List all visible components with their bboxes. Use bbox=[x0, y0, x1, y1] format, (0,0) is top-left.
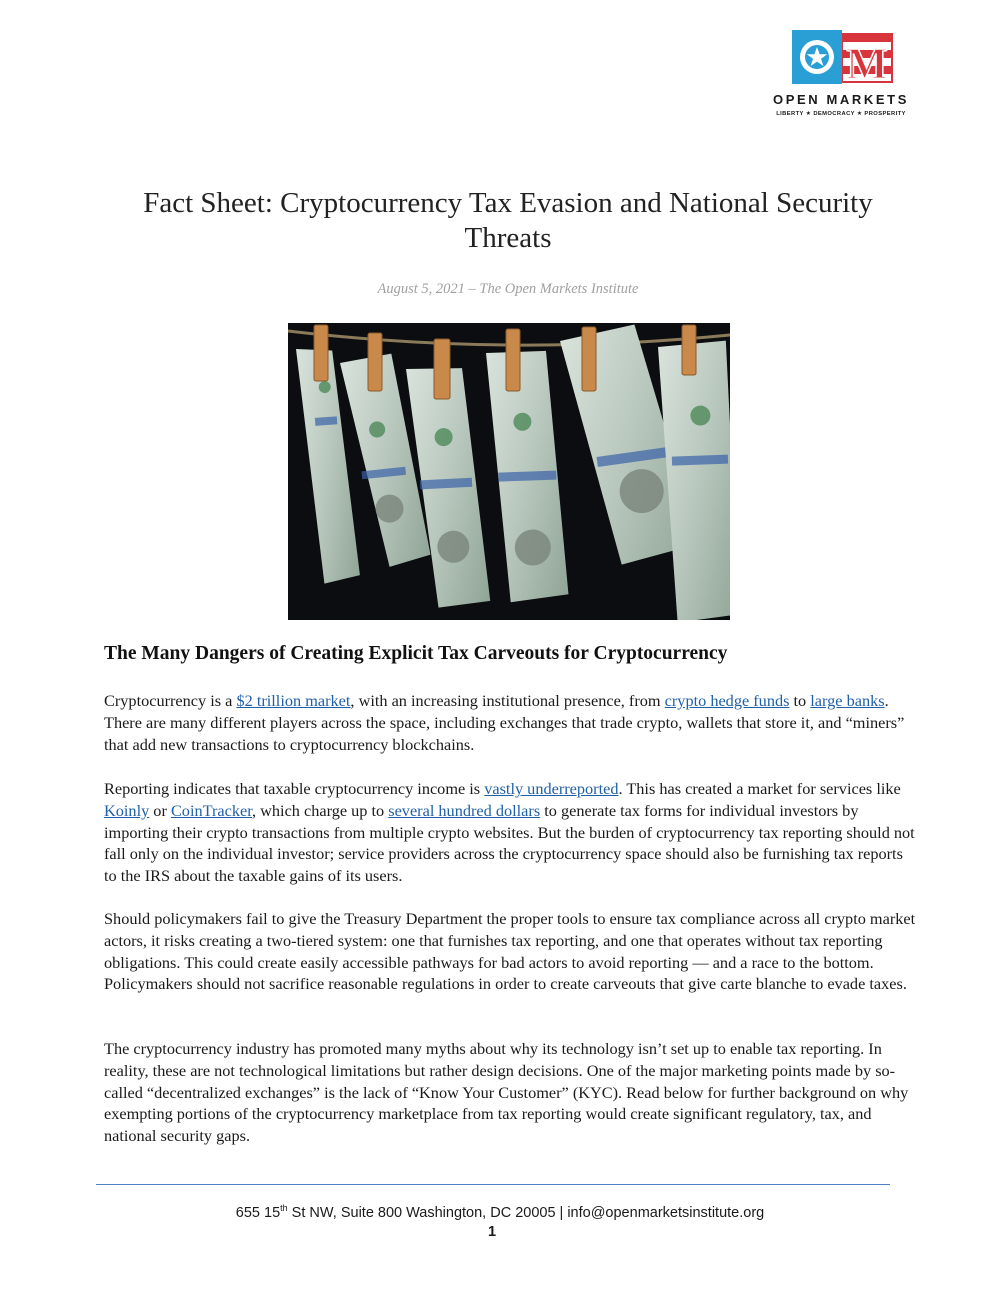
paragraph-industry-myths: The cryptocurrency industry has promoted many myths about why its technology isn’t set up to enable tax reporting. In reality, these are not technological limitations but rather design decisions. One of the major marketing points made by so-called “decentralized exchanges” is the lack of “Know Your Customer” (KYC). Read below for further background on why exempting portions of the cryptocurrency marketplace from tax reporting would create significant regulatory, tax, and national security gaps. bbox=[104, 1039, 909, 1146]
document-title: Fact Sheet: Cryptocurrency Tax Evasion and National Security Threats bbox=[143, 187, 873, 254]
link-koinly[interactable]: Koinly bbox=[104, 800, 150, 820]
open-markets-emblem-icon bbox=[790, 26, 896, 90]
dateline: August 5, 2021 – The Open Markets Institute bbox=[377, 281, 639, 297]
logo-tagline: LIBERTY ★ DEMOCRACY ★ PROSPERITY bbox=[776, 111, 906, 117]
paragraph-intro bbox=[104, 690, 916, 755]
address-rest: St NW, Suite 800 Washington, DC 20005 | info@openmarketsinstitute.org bbox=[287, 1204, 765, 1221]
text-span: to bbox=[789, 691, 811, 710]
paragraph-policymakers: Should policymakers fail to give the Treasury Department the proper tools to ensure tax compliance across all crypto market actors, it risks creating a two-tiered system: one that furnishes tax reporting, and one that operates without tax reporting obligations. This could create easily accessible pathways for bad actors to avoid reporting — and a race to the bottom. Policymakers should not sacrifice reasonable regulations in order to create carveouts that give carte blanche to evade taxes. bbox=[104, 909, 916, 994]
link-vastly-underreported[interactable]: vastly underreported bbox=[484, 779, 619, 798]
text-span: , with an increasing institutional presence, from bbox=[350, 691, 665, 710]
link-large-banks[interactable]: large banks bbox=[810, 691, 885, 710]
hanging-dollar-bills-photo bbox=[288, 323, 730, 620]
page-number: 1 bbox=[487, 1224, 497, 1240]
address-ordinal-suffix: th bbox=[280, 1203, 288, 1213]
section-heading: The Many Dangers of Creating Explicit Tax Carveouts for Cryptocurrency bbox=[104, 643, 728, 664]
paragraph-underreporting bbox=[104, 778, 916, 887]
svg-text:M: M bbox=[846, 39, 888, 88]
text-span: to generate tax forms for individual investors by importing their crypto transactions from multiple crypto websites. But the burden of cryptocurrency tax reporting should not fall only on the individual investor; service providers across the cryptocurrency space should also be furnishing tax reports to the IRS about the taxable gains of its users. bbox=[104, 800, 915, 886]
text-span: or bbox=[149, 800, 171, 820]
address-street-number: 655 15 bbox=[235, 1204, 281, 1221]
footer-divider bbox=[96, 1184, 890, 1185]
text-span: Cryptocurrency is a bbox=[104, 691, 237, 710]
text-span: . This has created a market for services like bbox=[618, 779, 901, 798]
text-span: . There are many different players across the space, including exchanges that trade crypto, wallets that store it, and “miners” that add new transactions to cryptocurrency blockchains. bbox=[104, 691, 905, 754]
footer-address bbox=[0, 1203, 1000, 1221]
link-crypto-hedge-funds[interactable]: crypto hedge funds bbox=[664, 691, 790, 710]
text-span: , which charge up to bbox=[252, 800, 389, 820]
text-span: Reporting indicates that taxable cryptocurrency income is bbox=[104, 779, 485, 798]
logo-name: OPEN MARKETS bbox=[773, 92, 909, 107]
link-cointracker[interactable]: CoinTracker bbox=[170, 800, 252, 820]
open-markets-logo bbox=[766, 26, 916, 126]
link-2-trillion-market[interactable]: $2 trillion market bbox=[236, 691, 351, 710]
link-several-hundred-dollars[interactable]: several hundred dollars bbox=[388, 800, 541, 820]
